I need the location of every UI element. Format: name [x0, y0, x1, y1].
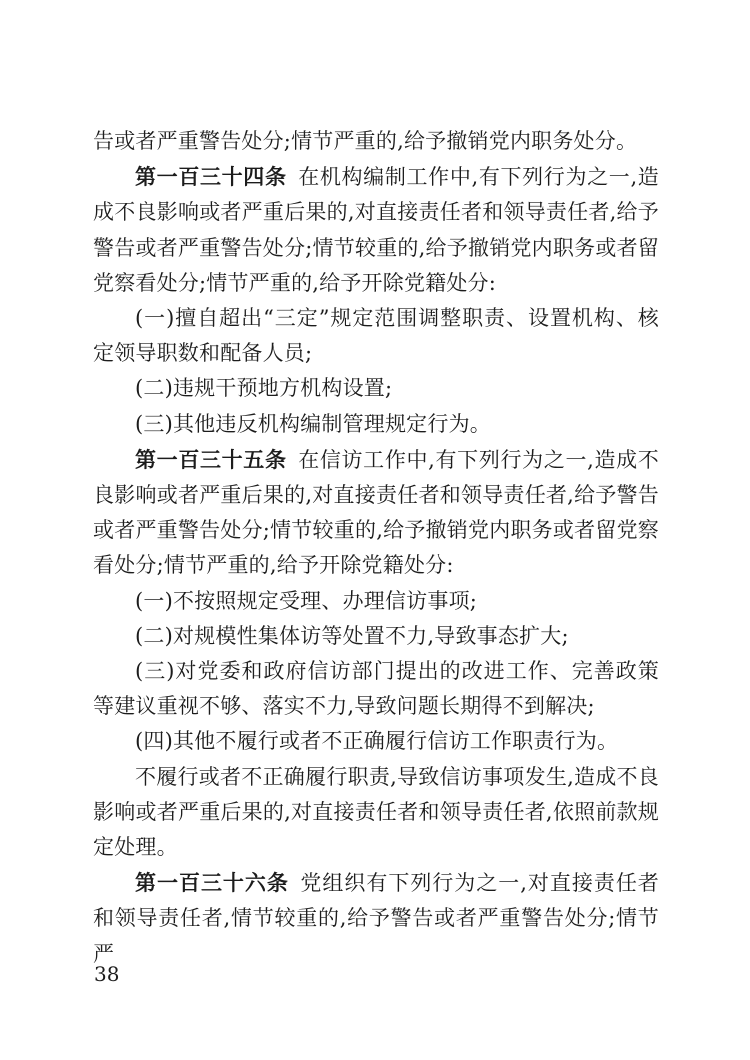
paragraph-text: 不履行或者不正确履行职责,导致信访事项发生,造成不良影响或者严重后果的,对直接责任者和领导责任者,依照前款规定处理。: [93, 764, 659, 860]
paragraph-text: (三)对党委和政府信访部门提出的改进工作、完善政策等建议重视不够、落实不力,导致问题长期得不到解决;: [93, 659, 659, 719]
list-item: [93, 584, 659, 619]
document-body: [93, 124, 659, 972]
list-item: [93, 724, 659, 759]
paragraph-text: (一)擅自超出“三定”规定范围调整职责、设置机构、核定领导职数和配备人员;: [93, 306, 659, 366]
article-number: 第一百三十六条: [135, 870, 289, 896]
paragraph-text: 在信访工作中,有下列行为之一,造成不良影响或者严重后果的,对直接责任者和领导责任者,给予警告或者严重警告处分;情节较重的,给予撤销党内职务或者留党察看处分;情节严重的,给予开除党籍处分:: [93, 447, 659, 578]
article-paragraph: [93, 442, 659, 584]
paragraph-text: 告或者严重警告处分;情节严重的,给予撤销党内职务处分。: [93, 129, 638, 153]
list-item: [93, 619, 659, 654]
list-item: [93, 301, 659, 371]
article-number: 第一百三十四条: [135, 164, 287, 190]
paragraph-text: (二)违规干预地方机构设置;: [135, 376, 393, 401]
paragraph-text: 在机构编制工作中,有下列行为之一,造成不良影响或者严重后果的,对直接责任者和领导责任者,给予警告或者严重警告处分;情节较重的,给予撤销党内职务或者留党察看处分;情节严重的,给予开除党籍处分:: [93, 165, 659, 295]
article-number: 第一百三十五条: [135, 446, 287, 472]
paragraph-text: (二)对规模性集体访等处置不力,导致事态扩大;: [135, 623, 569, 648]
paragraph-text: (四)其他不履行或者不正确履行信访工作职责行为。: [135, 729, 619, 754]
paragraph: [93, 124, 659, 159]
list-item: [93, 654, 659, 724]
paragraph: [93, 760, 659, 866]
article-paragraph: [93, 865, 659, 972]
page-number: 38: [94, 962, 120, 986]
list-item: [93, 371, 659, 406]
list-item: [93, 407, 659, 442]
paragraph-text: 党组织有下列行为之一,对直接责任者和领导责任者,情节较重的,给予警告或者严重警告处分;情节严: [93, 871, 659, 966]
article-paragraph: [93, 159, 659, 301]
paragraph-text: (三)其他违反机构编制管理规定行为。: [135, 411, 491, 436]
paragraph-text: (一)不按照规定受理、办理信访事项;: [135, 588, 478, 613]
